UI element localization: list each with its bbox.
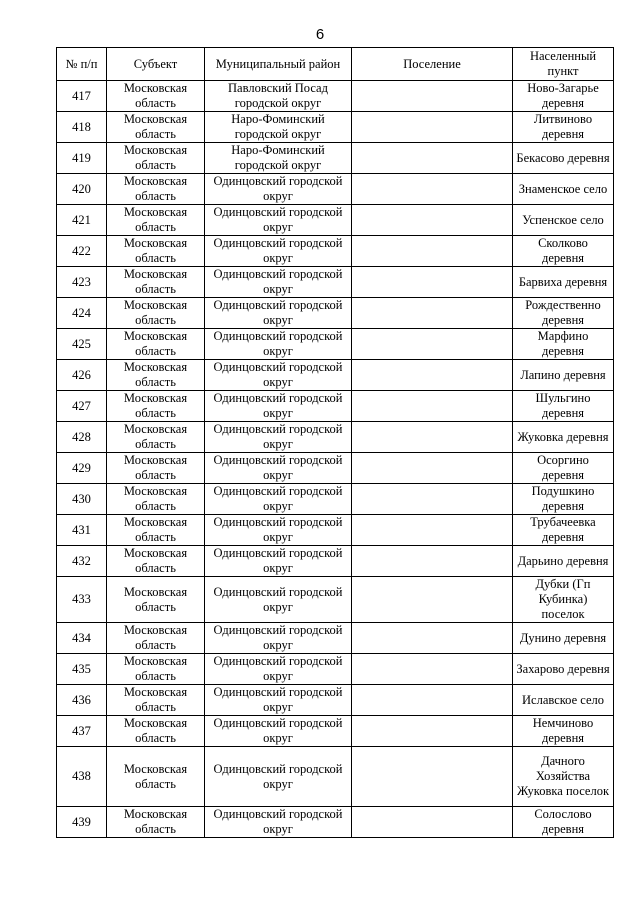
row-number-cell: 430 [57,484,107,515]
table-row [57,577,614,623]
table-row [57,453,614,484]
table-row [57,716,614,747]
column-header-district: Муниципальный район [205,48,352,81]
subject-cell: Московская область [107,174,205,205]
table-row [57,391,614,422]
row-number-cell: 436 [57,685,107,716]
table-row [57,298,614,329]
subject-cell: Московская область [107,623,205,654]
subject-cell: Московская область [107,391,205,422]
locality-cell: Рождественно деревня [513,298,614,329]
settlement-cell [352,267,513,298]
district-cell: Одинцовский городской округ [205,360,352,391]
locality-cell: Иславское село [513,685,614,716]
district-cell: Одинцовский городской округ [205,174,352,205]
locality-cell: Немчиново деревня [513,716,614,747]
settlement-cell [352,143,513,174]
district-cell: Одинцовский городской округ [205,747,352,807]
district-cell: Одинцовский городской округ [205,577,352,623]
locality-cell: Дунино деревня [513,623,614,654]
table-row [57,546,614,577]
row-number-cell: 422 [57,236,107,267]
settlement-cell [352,685,513,716]
table-row [57,623,614,654]
locality-cell: Бекасово деревня [513,143,614,174]
district-cell: Одинцовский городской округ [205,453,352,484]
subject-cell: Московская область [107,143,205,174]
table-row [57,329,614,360]
locality-cell: Шульгино деревня [513,391,614,422]
row-number-cell: 437 [57,716,107,747]
table-row [57,685,614,716]
district-cell: Одинцовский городской округ [205,654,352,685]
row-number-cell: 428 [57,422,107,453]
locality-cell: Жуковка деревня [513,422,614,453]
locality-cell: Знаменское село [513,174,614,205]
subject-cell: Московская область [107,236,205,267]
locality-cell: Марфино деревня [513,329,614,360]
district-cell: Одинцовский городской округ [205,546,352,577]
row-number-cell: 438 [57,747,107,807]
table-row [57,205,614,236]
locality-cell: Дубки (Гп Кубинка) поселок [513,577,614,623]
table-row [57,174,614,205]
subject-cell: Московская область [107,267,205,298]
district-cell: Павловский Посад городской округ [205,81,352,112]
locality-cell: Дарьино деревня [513,546,614,577]
locality-cell: Осоргино деревня [513,453,614,484]
row-number-cell: 420 [57,174,107,205]
table-row [57,112,614,143]
row-number-cell: 432 [57,546,107,577]
row-number-cell: 418 [57,112,107,143]
subject-cell: Московская область [107,577,205,623]
page-number: 6 [315,26,325,43]
row-number-cell: 425 [57,329,107,360]
table-row [57,654,614,685]
row-number-cell: 421 [57,205,107,236]
subject-cell: Московская область [107,484,205,515]
table-row [57,747,614,807]
table-row [57,267,614,298]
column-header-locality: Населенный пункт [513,48,614,81]
locality-cell: Трубачеевка деревня [513,515,614,546]
district-cell: Одинцовский городской округ [205,807,352,838]
settlement-cell [352,422,513,453]
subject-cell: Московская область [107,329,205,360]
subject-cell: Московская область [107,422,205,453]
district-cell: Наро-Фоминский городской округ [205,112,352,143]
column-header-settlement: Поселение [352,48,513,81]
subject-cell: Московская область [107,81,205,112]
row-number-cell: 431 [57,515,107,546]
settlement-cell [352,716,513,747]
locality-cell: Ново-Загарье деревня [513,81,614,112]
table-row [57,422,614,453]
locality-cell: Барвиха деревня [513,267,614,298]
district-cell: Одинцовский городской округ [205,298,352,329]
settlement-cell [352,329,513,360]
table-row [57,484,614,515]
subject-cell: Московская область [107,453,205,484]
subject-cell: Московская область [107,654,205,685]
row-number-cell: 424 [57,298,107,329]
subject-cell: Московская область [107,716,205,747]
district-cell: Одинцовский городской округ [205,623,352,654]
district-cell: Одинцовский городской округ [205,391,352,422]
district-cell: Одинцовский городской округ [205,685,352,716]
table-row [57,81,614,112]
settlement-cell [352,623,513,654]
locality-cell: Подушкино деревня [513,484,614,515]
locality-cell: Сколково деревня [513,236,614,267]
settlement-cell [352,391,513,422]
locality-cell: Захарово деревня [513,654,614,685]
row-number-cell: 439 [57,807,107,838]
settlement-cell [352,112,513,143]
district-cell: Одинцовский городской округ [205,329,352,360]
settlement-cell [352,546,513,577]
settlement-cell [352,747,513,807]
row-number-cell: 419 [57,143,107,174]
settlement-cell [352,360,513,391]
subject-cell: Московская область [107,360,205,391]
settlement-cell [352,453,513,484]
row-number-cell: 434 [57,623,107,654]
column-header-subject: Субъект [107,48,205,81]
subject-cell: Московская область [107,515,205,546]
settlement-cell [352,174,513,205]
table-row [57,807,614,838]
district-cell: Одинцовский городской округ [205,484,352,515]
locality-cell: Дачного Хозяйства Жуковка поселок [513,747,614,807]
settlement-cell [352,81,513,112]
table-body [57,81,614,838]
settlement-cell [352,205,513,236]
district-cell: Одинцовский городской округ [205,716,352,747]
settlements-table [56,47,614,838]
subject-cell: Московская область [107,685,205,716]
district-cell: Одинцовский городской округ [205,267,352,298]
table-row [57,143,614,174]
subject-cell: Московская область [107,112,205,143]
locality-cell: Лапино деревня [513,360,614,391]
district-cell: Одинцовский городской округ [205,205,352,236]
row-number-cell: 417 [57,81,107,112]
row-number-cell: 433 [57,577,107,623]
subject-cell: Московская область [107,807,205,838]
district-cell: Одинцовский городской округ [205,515,352,546]
table-header-row [57,48,614,81]
subject-cell: Московская область [107,747,205,807]
settlement-cell [352,236,513,267]
settlement-cell [352,807,513,838]
table-row [57,360,614,391]
settlement-cell [352,298,513,329]
subject-cell: Московская область [107,298,205,329]
locality-cell: Успенское село [513,205,614,236]
row-number-cell: 426 [57,360,107,391]
locality-cell: Литвиново деревня [513,112,614,143]
district-cell: Наро-Фоминский городской округ [205,143,352,174]
district-cell: Одинцовский городской округ [205,236,352,267]
subject-cell: Московская область [107,546,205,577]
table-row [57,236,614,267]
row-number-cell: 429 [57,453,107,484]
locality-cell: Солослово деревня [513,807,614,838]
settlement-cell [352,654,513,685]
row-number-cell: 427 [57,391,107,422]
subject-cell: Московская область [107,205,205,236]
column-header-number: № п/п [57,48,107,81]
district-cell: Одинцовский городской округ [205,422,352,453]
settlement-cell [352,484,513,515]
row-number-cell: 423 [57,267,107,298]
row-number-cell: 435 [57,654,107,685]
settlement-cell [352,515,513,546]
settlement-cell [352,577,513,623]
table-row [57,515,614,546]
